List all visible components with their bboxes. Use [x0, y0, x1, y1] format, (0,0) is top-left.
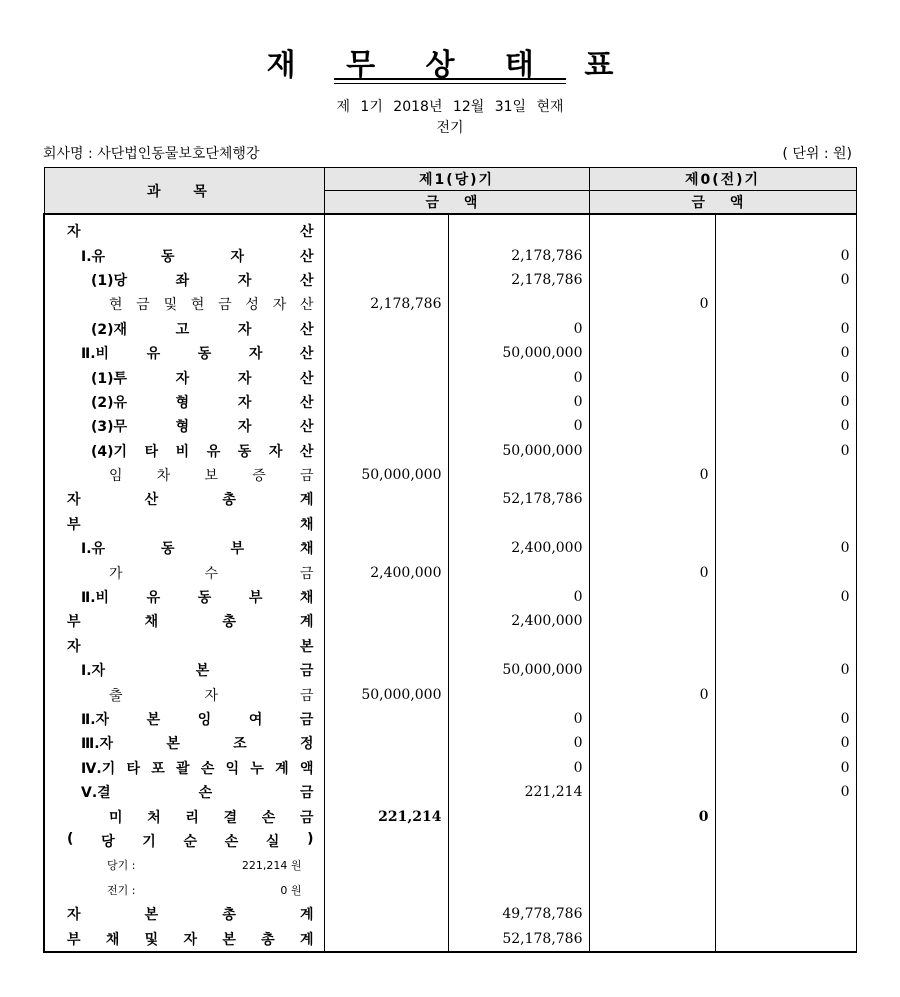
current-detail-amount: 50,000,000: [324, 682, 448, 706]
account-label: (1)투 자 자 산: [91, 370, 314, 387]
prior-detail-amount: 0: [589, 804, 715, 828]
prior-detail-amount: [589, 585, 715, 609]
account-label: ( 당 기 순 손 실 ): [67, 830, 314, 850]
current-detail-amount: [324, 439, 448, 463]
account-label: 자 산: [67, 224, 314, 241]
prior-total-amount: [715, 878, 856, 902]
table-row: [44, 414, 856, 438]
account-subject: [44, 292, 324, 316]
prior-total-amount: 0: [715, 243, 856, 267]
prior-total-amount: 0: [715, 658, 856, 682]
prior-total-amount: 0: [715, 390, 856, 414]
account-subject: [44, 658, 324, 682]
account-subject: [44, 487, 324, 511]
account-subject: [44, 804, 324, 828]
current-detail-amount: [324, 658, 448, 682]
net-loss-note-label: 당기 :: [107, 859, 136, 873]
current-total-amount: [448, 878, 589, 902]
account-label: Ⅲ.자 본 조 정: [81, 736, 314, 753]
current-total-amount: 52,178,786: [448, 487, 589, 511]
current-detail-amount: [324, 829, 448, 853]
current-detail-amount: [324, 853, 448, 877]
prior-total-amount: [715, 214, 856, 243]
table-row: [44, 585, 856, 609]
table-row: [44, 902, 856, 926]
prior-detail-amount: [589, 878, 715, 902]
account-subject: [44, 317, 324, 341]
prior-total-amount: [715, 560, 856, 584]
prior-detail-amount: [589, 536, 715, 560]
prior-total-amount: 0: [715, 731, 856, 755]
current-total-amount: 0: [448, 365, 589, 389]
prior-detail-amount: [589, 658, 715, 682]
account-subject: [44, 414, 324, 438]
prior-detail-amount: [589, 829, 715, 853]
prior-total-amount: 0: [715, 439, 856, 463]
account-label: 가 수 금: [109, 565, 314, 582]
account-label: (2)유 형 자 산: [91, 394, 314, 411]
table-row: [44, 512, 856, 536]
header-subject: 과 목: [44, 168, 324, 215]
table-row: [44, 780, 856, 804]
table-row: [44, 317, 856, 341]
current-detail-amount: 2,178,786: [324, 292, 448, 316]
table-row: [44, 536, 856, 560]
table-row: [44, 731, 856, 755]
account-label: 부 채 및 자 본 총 계: [67, 931, 314, 948]
header-current-amount: 금 액: [324, 191, 589, 215]
balance-sheet-table: [43, 167, 857, 953]
current-detail-amount: [324, 390, 448, 414]
current-total-amount: 0: [448, 390, 589, 414]
account-label: 출 자 금: [109, 687, 314, 704]
current-detail-amount: [324, 268, 448, 292]
current-total-amount: 50,000,000: [448, 439, 589, 463]
account-subject: [44, 585, 324, 609]
current-total-amount: 2,400,000: [448, 536, 589, 560]
account-label: (2)재 고 자 산: [91, 321, 314, 338]
prior-detail-amount: [589, 439, 715, 463]
account-subject: [44, 390, 324, 414]
current-detail-amount: [324, 756, 448, 780]
account-label: Ⅱ.비 유 동 부 채: [81, 590, 314, 607]
account-label: Ⅳ.기 타 포 괄 손 익 누 계 액: [81, 760, 314, 777]
table-row: [44, 756, 856, 780]
current-total-amount: [448, 292, 589, 316]
table-row: [44, 853, 856, 877]
current-detail-amount: [324, 926, 448, 951]
account-subject: [44, 780, 324, 804]
net-loss-note-value: 221,214 원: [241, 859, 302, 873]
prior-total-amount: [715, 634, 856, 658]
account-label: 부 채 총 계: [67, 614, 314, 631]
prior-detail-amount: [589, 780, 715, 804]
prior-total-amount: [715, 682, 856, 706]
current-detail-amount: [324, 414, 448, 438]
current-total-amount: [448, 829, 589, 853]
report-period: 제 1기 2018년 12월 31일 현재: [336, 99, 564, 115]
table-row: [44, 560, 856, 584]
net-loss-note: [44, 853, 324, 877]
current-detail-amount: 2,400,000: [324, 560, 448, 584]
current-total-amount: 2,178,786: [448, 268, 589, 292]
account-subject: [44, 731, 324, 755]
current-total-amount: 0: [448, 585, 589, 609]
prior-detail-amount: [589, 707, 715, 731]
current-detail-amount: [324, 365, 448, 389]
title-underline-thin: [334, 83, 566, 84]
account-subject: [44, 902, 324, 926]
account-label: 부 채: [67, 516, 314, 533]
account-subject: [44, 756, 324, 780]
prior-total-amount: 0: [715, 268, 856, 292]
account-subject: [44, 512, 324, 536]
current-detail-amount: [324, 487, 448, 511]
account-label: Ⅰ.유 동 부 채: [81, 541, 314, 558]
table-row: [44, 878, 856, 902]
table-row: [44, 292, 856, 316]
prior-detail-amount: [589, 926, 715, 951]
current-detail-amount: [324, 902, 448, 926]
prior-detail-amount: [589, 756, 715, 780]
account-subject: [44, 634, 324, 658]
account-label: 자 본: [67, 638, 314, 655]
prior-detail-amount: [589, 902, 715, 926]
account-subject: [44, 707, 324, 731]
company-name: 회사명 : 사단법인동물보호단체행강: [43, 146, 260, 162]
current-total-amount: [448, 634, 589, 658]
account-subject: [44, 609, 324, 633]
current-detail-amount: [324, 634, 448, 658]
table-row: [44, 390, 856, 414]
account-subject: [44, 829, 324, 853]
current-total-amount: 2,400,000: [448, 609, 589, 633]
prior-total-amount: [715, 463, 856, 487]
prior-total-amount: 0: [715, 365, 856, 389]
prior-detail-amount: 0: [589, 463, 715, 487]
account-subject: [44, 341, 324, 365]
prior-total-amount: [715, 487, 856, 511]
prior-detail-amount: [589, 365, 715, 389]
prior-total-amount: 0: [715, 317, 856, 341]
current-total-amount: 2,178,786: [448, 243, 589, 267]
current-detail-amount: [324, 536, 448, 560]
current-total-amount: 0: [448, 414, 589, 438]
header-prior-period: 제0(전)기: [589, 168, 856, 191]
current-detail-amount: 50,000,000: [324, 463, 448, 487]
net-loss-note-label: 전기 :: [107, 883, 136, 897]
account-label: 임 차 보 증 금: [109, 468, 314, 485]
current-detail-amount: [324, 341, 448, 365]
current-detail-amount: [324, 731, 448, 755]
prior-detail-amount: [589, 243, 715, 267]
account-subject: [44, 682, 324, 706]
prior-detail-amount: [589, 487, 715, 511]
prior-total-amount: [715, 853, 856, 877]
prior-detail-amount: [589, 390, 715, 414]
current-total-amount: [448, 463, 589, 487]
table-row: [44, 926, 856, 951]
prior-total-amount: 0: [715, 536, 856, 560]
header-current-period: 제1(당)기: [324, 168, 589, 191]
account-label: 자 본 총 계: [67, 907, 314, 924]
current-detail-amount: 221,214: [324, 804, 448, 828]
account-subject: [44, 268, 324, 292]
current-total-amount: [448, 682, 589, 706]
prior-detail-amount: [589, 731, 715, 755]
account-label: 미 처 리 결 손 금: [109, 809, 314, 826]
prior-detail-amount: 0: [589, 292, 715, 316]
current-total-amount: [448, 804, 589, 828]
prior-total-amount: 0: [715, 414, 856, 438]
unit-label: ( 단위 : 원): [782, 146, 852, 162]
current-total-amount: 0: [448, 756, 589, 780]
title-underline: [334, 78, 566, 80]
table-row: [44, 707, 856, 731]
account-label: 현 금 및 현 금 성 자 산: [109, 297, 314, 314]
prior-detail-amount: [589, 634, 715, 658]
header-prior-amount: 금 액: [589, 191, 856, 215]
prior-total-amount: 0: [715, 707, 856, 731]
prior-label: 전기: [436, 120, 464, 136]
account-subject: [44, 926, 324, 951]
account-label: Ⅰ.유 동 자 산: [81, 248, 314, 265]
table-row: [44, 439, 856, 463]
current-detail-amount: [324, 707, 448, 731]
table-row: [44, 214, 856, 243]
table-row: [44, 487, 856, 511]
prior-detail-amount: [589, 341, 715, 365]
account-label: (3)무 형 자 산: [91, 419, 314, 436]
net-loss-note: [44, 878, 324, 902]
current-total-amount: 0: [448, 731, 589, 755]
current-total-amount: 221,214: [448, 780, 589, 804]
current-total-amount: 0: [448, 317, 589, 341]
account-subject: [44, 536, 324, 560]
prior-total-amount: [715, 829, 856, 853]
current-total-amount: 50,000,000: [448, 341, 589, 365]
prior-detail-amount: [589, 512, 715, 536]
current-total-amount: [448, 853, 589, 877]
account-subject: [44, 214, 324, 243]
prior-total-amount: 0: [715, 585, 856, 609]
current-total-amount: [448, 214, 589, 243]
current-detail-amount: [324, 585, 448, 609]
prior-detail-amount: [589, 268, 715, 292]
table-row: [44, 658, 856, 682]
prior-detail-amount: [589, 414, 715, 438]
net-loss-note-value: 0 원: [280, 883, 302, 897]
account-label: Ⅴ.결 손 금: [81, 785, 314, 802]
prior-total-amount: [715, 512, 856, 536]
table-row: [44, 634, 856, 658]
account-label: Ⅱ.비 유 동 자 산: [81, 346, 314, 363]
prior-total-amount: [715, 902, 856, 926]
current-total-amount: [448, 512, 589, 536]
current-total-amount: 52,178,786: [448, 926, 589, 951]
current-total-amount: 0: [448, 707, 589, 731]
current-total-amount: 49,778,786: [448, 902, 589, 926]
account-subject: [44, 439, 324, 463]
prior-detail-amount: 0: [589, 682, 715, 706]
account-subject: [44, 463, 324, 487]
current-detail-amount: [324, 609, 448, 633]
prior-total-amount: [715, 292, 856, 316]
account-subject: [44, 365, 324, 389]
prior-total-amount: 0: [715, 756, 856, 780]
table-row: [44, 829, 856, 853]
account-subject: [44, 560, 324, 584]
prior-detail-amount: [589, 214, 715, 243]
current-detail-amount: [324, 317, 448, 341]
table-row: [44, 268, 856, 292]
account-label: (1)당 좌 자 산: [91, 272, 314, 289]
account-label: Ⅱ.자 본 잉 여 금: [81, 712, 314, 728]
current-total-amount: 50,000,000: [448, 658, 589, 682]
prior-total-amount: 0: [715, 780, 856, 804]
account-label: (4)기 타 비 유 동 자 산: [91, 443, 314, 460]
account-label: Ⅰ.자 본 금: [81, 663, 314, 680]
current-detail-amount: [324, 214, 448, 243]
prior-total-amount: [715, 804, 856, 828]
current-detail-amount: [324, 780, 448, 804]
table-row: [44, 365, 856, 389]
account-subject: [44, 243, 324, 267]
account-label: 자 산 총 계: [67, 492, 314, 509]
prior-detail-amount: [589, 609, 715, 633]
current-detail-amount: [324, 243, 448, 267]
current-total-amount: [448, 560, 589, 584]
current-detail-amount: [324, 512, 448, 536]
table-row: [44, 804, 856, 828]
table-row: [44, 609, 856, 633]
prior-total-amount: 0: [715, 341, 856, 365]
document-title: 재 무 상 태 표: [266, 48, 634, 83]
table-row: [44, 341, 856, 365]
table-row: [44, 463, 856, 487]
prior-total-amount: [715, 609, 856, 633]
current-detail-amount: [324, 878, 448, 902]
prior-detail-amount: 0: [589, 560, 715, 584]
prior-detail-amount: [589, 317, 715, 341]
table-row: [44, 682, 856, 706]
table-row: [44, 243, 856, 267]
prior-detail-amount: [589, 853, 715, 877]
prior-total-amount: [715, 926, 856, 951]
